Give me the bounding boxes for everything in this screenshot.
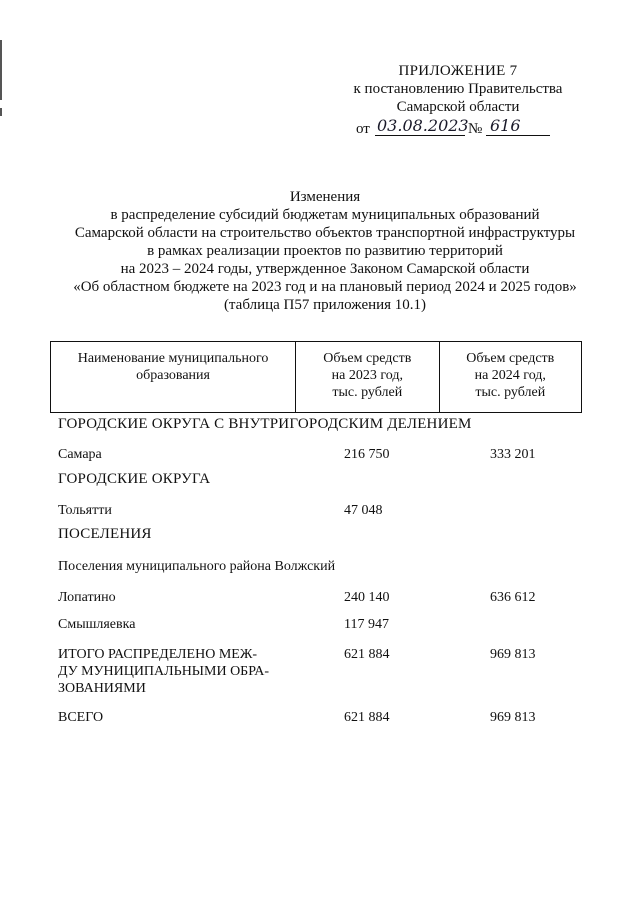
value-2023: 117 947 bbox=[344, 617, 389, 632]
heading-line: «Об областном бюджете на 2023 год и на плановый период 2024 и 2025 годов» bbox=[73, 279, 577, 295]
heading-line: Самарской области на строительство объектов транспортной инфраструктуры bbox=[74, 225, 576, 241]
row-name: ГОРОДСКИЕ ОКРУГА bbox=[58, 471, 211, 487]
value-2024: 969 813 bbox=[490, 647, 536, 662]
header-2023 bbox=[296, 342, 439, 412]
value-2023: 47 048 bbox=[344, 503, 383, 518]
row-name-line: ДУ МУНИЦИПАЛЬНЫМИ ОБРА- bbox=[58, 664, 269, 679]
value-2023: 621 884 bbox=[344, 647, 390, 662]
value-2023: 240 140 bbox=[344, 590, 390, 605]
header-text: образования bbox=[136, 368, 210, 383]
row-name: Самара bbox=[58, 447, 102, 462]
header-text: тыс. рублей bbox=[332, 385, 403, 400]
scan-edge-mark bbox=[0, 108, 2, 116]
value-2023: 621 884 bbox=[344, 710, 390, 725]
handwritten-number: 616 bbox=[486, 117, 550, 136]
row-name: ГОРОДСКИЕ ОКРУГА С ВНУТРИГОРОДСКИМ ДЕЛЕНИЕМ bbox=[58, 416, 472, 432]
header-text: Наименование муниципального bbox=[77, 351, 269, 366]
header-2024 bbox=[440, 342, 581, 412]
row-name: Лопатино bbox=[58, 590, 116, 605]
value-2023: 216 750 bbox=[344, 447, 390, 462]
heading-line: в распределение субсидий бюджетам муниципальных образований bbox=[110, 207, 540, 223]
header-text: тыс. рублей bbox=[475, 385, 546, 400]
header-text: Объем средств bbox=[323, 351, 412, 366]
heading-line: на 2023 – 2024 годы, утвержденное Законом Самарской области bbox=[120, 261, 530, 277]
row-name: ВСЕГО bbox=[58, 710, 104, 725]
appendix-title: ПРИЛОЖЕНИЕ 7 bbox=[398, 63, 518, 79]
table-header bbox=[50, 341, 582, 413]
header-text: Объем средств bbox=[466, 351, 555, 366]
row-name: Смышляевка bbox=[58, 617, 136, 632]
date-prefix: от bbox=[356, 121, 370, 137]
row-name: Поселения муниципального района Волжский bbox=[58, 559, 336, 574]
row-name: ПОСЕЛЕНИЯ bbox=[58, 526, 152, 542]
header-municipality bbox=[51, 342, 296, 412]
heading-line: Изменения bbox=[289, 189, 361, 205]
value-2024: 969 813 bbox=[490, 710, 536, 725]
document-heading bbox=[40, 188, 610, 314]
row-name-multiline bbox=[58, 646, 269, 697]
handwritten-date: 03.08.2023 bbox=[377, 116, 469, 135]
appendix-line-1: к постановлению Правительства bbox=[353, 81, 563, 97]
heading-line: (таблица П57 приложения 10.1) bbox=[223, 297, 427, 313]
heading-line: в рамках реализации проектов по развитию территорий bbox=[147, 243, 503, 259]
number-prefix: № bbox=[468, 121, 483, 137]
header-text: на 2023 год, bbox=[331, 368, 403, 383]
appendix-date-line bbox=[348, 118, 568, 140]
row-name-line: ЗОВАНИЯМИ bbox=[58, 681, 146, 696]
value-2024: 333 201 bbox=[490, 447, 536, 462]
value-2024: 636 612 bbox=[490, 590, 536, 605]
row-name: Тольятти bbox=[58, 503, 112, 518]
appendix-block bbox=[348, 62, 568, 140]
header-text: на 2024 год, bbox=[474, 368, 546, 383]
scan-edge-mark bbox=[0, 40, 2, 100]
row-name-line: ИТОГО РАСПРЕДЕЛЕНО МЕЖ- bbox=[58, 647, 258, 662]
appendix-line-2: Самарской области bbox=[396, 99, 520, 115]
